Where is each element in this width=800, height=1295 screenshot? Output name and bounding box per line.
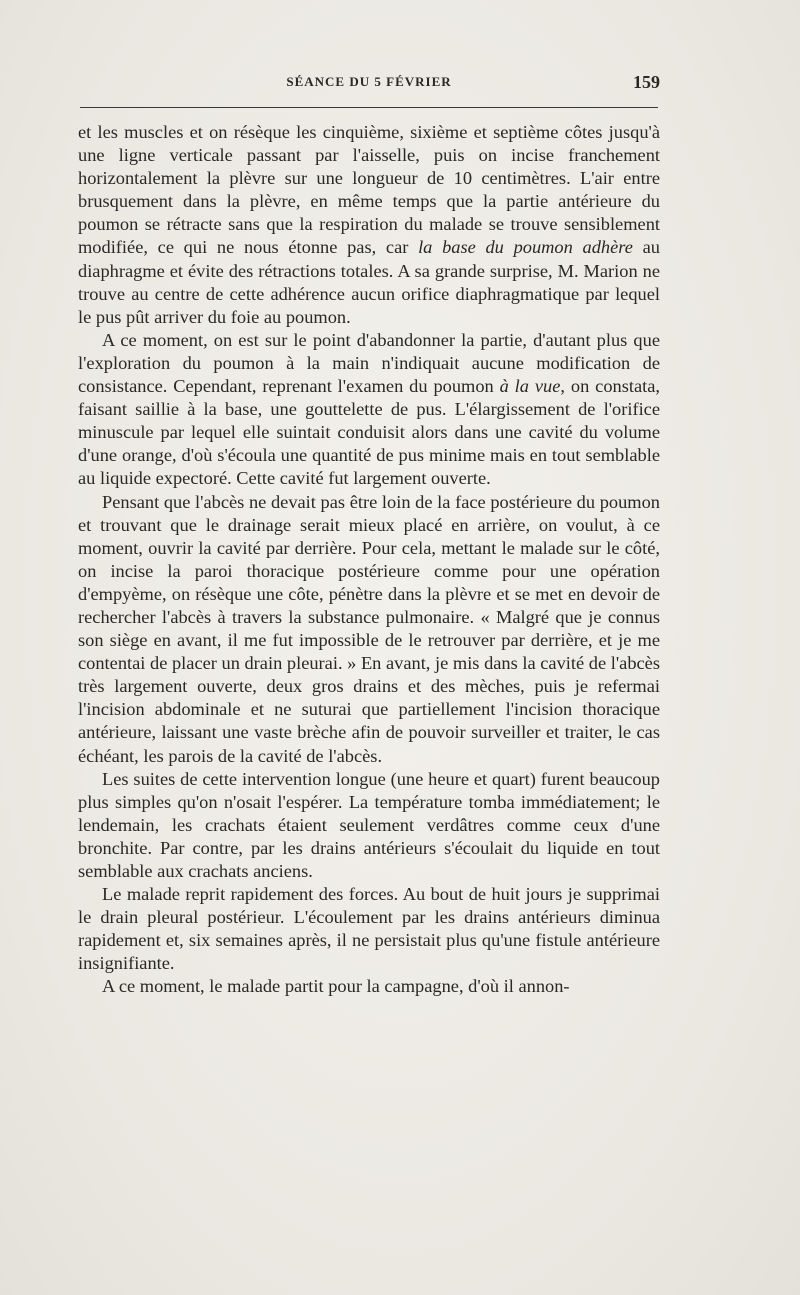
text-run: Pensant que l'abcès ne devait pas être loin de la face postérieure du poumon et trouvant que le drainage serait mieux placé en arrière, on voulut, à ce moment, ouvrir la cavité par derrière. Pour cela, mettant le malade sur le côté, on incise la paroi thoracique postérieure comme pour une opération d'empyème, on résèque une côte, pénètre dans la plèvre et se met en devoir de rechercher l'abcès à travers la substance pulmonaire. « Malgré que je connus son siège en avant, il me fut impossible de le retrouver par derrière, et je me contentai de placer un drain pleurai. » En avant, je mis dans la cavité de l'abcès très largement ouverte, deux gros drains et des mèches, puis je refermai l'incision abdominale et ne suturai que partiellement l'incision thoracique antérieure, laissant une vaste brèche afin de pouvoir surveiller et traiter, le cas échéant, les parois de la cavité de l'abcès. [78, 491, 660, 766]
paragraph [78, 975, 660, 998]
text-run: au diaphragme et évite des rétractions totales. A sa grande surprise, M. Marion ne trouve au centre de cette adhérence aucun orifice diaphragmatique par lequel le pus pût arriver du foie au poumon. [78, 237, 660, 327]
text-run: et les muscles et on résèque les cinquième, sixième et septième côtes jusqu'à une ligne verticale passant par l'aisselle, puis on incise franchement horizontalement la plèvre sur une longueur de 10 centimètres. L'air entre brusquement dans la plèvre, en même temps que la partie antérieure du poumon se rétracte sans que la respiration du malade se trouve sensiblement modifiée, ce qui ne nous étonne pas, car [78, 122, 660, 258]
text-run: A ce moment, on est sur le point d'abandonner la partie, d'autant plus que l'exploration du poumon à la main n'indiquait aucune modification de consistance. Cependant, reprenant l'examen du poumon [78, 329, 660, 397]
paragraph [78, 329, 660, 491]
paragraph [78, 491, 660, 768]
text-run: A ce moment, le malade partit pour la campagne, d'où il annon- [102, 976, 570, 997]
running-title: SÉANCE DU 5 FÉVRIER [286, 74, 452, 89]
paragraph [78, 121, 660, 329]
text-run: Le malade reprit rapidement des forces. Au bout de huit jours je supprimai le drain pleural postérieur. L'écoulement par les drains antérieurs diminua rapidement et, six semaines après, il ne persistait plus qu'une fistule antérieure insignifiante. [78, 884, 660, 974]
page-number: 159 [633, 72, 660, 92]
page-header [78, 74, 660, 96]
italic-text: la base du poumon adhère [418, 237, 633, 258]
body-text [78, 121, 660, 999]
text-run: Les suites de cette intervention longue (une heure et quart) furent beaucoup plus simples qu'on n'osait l'espérer. La température tomba immédiatement; le lendemain, les crachats étaient seulement verdâtres comme ceux d'une bronchite. Par contre, par les drains antérieurs s'écoulait du liquide en tout semblable aux crachats anciens. [78, 768, 660, 881]
paragraph [78, 883, 660, 975]
paragraph [78, 768, 660, 883]
text-run: , on constata, faisant saillie à la base, une gouttelette de pus. L'élargissement de l'orifice minuscule par lequel elle suintait conduisit alors dans une cavité du volume d'une orange, d'où s'écoula une quantité de pus minime mais en tout semblable au liquide expectoré. Cette cavité fut largement ouverte. [78, 376, 661, 489]
italic-text: à la vue [499, 376, 561, 397]
header-rule [80, 107, 658, 108]
